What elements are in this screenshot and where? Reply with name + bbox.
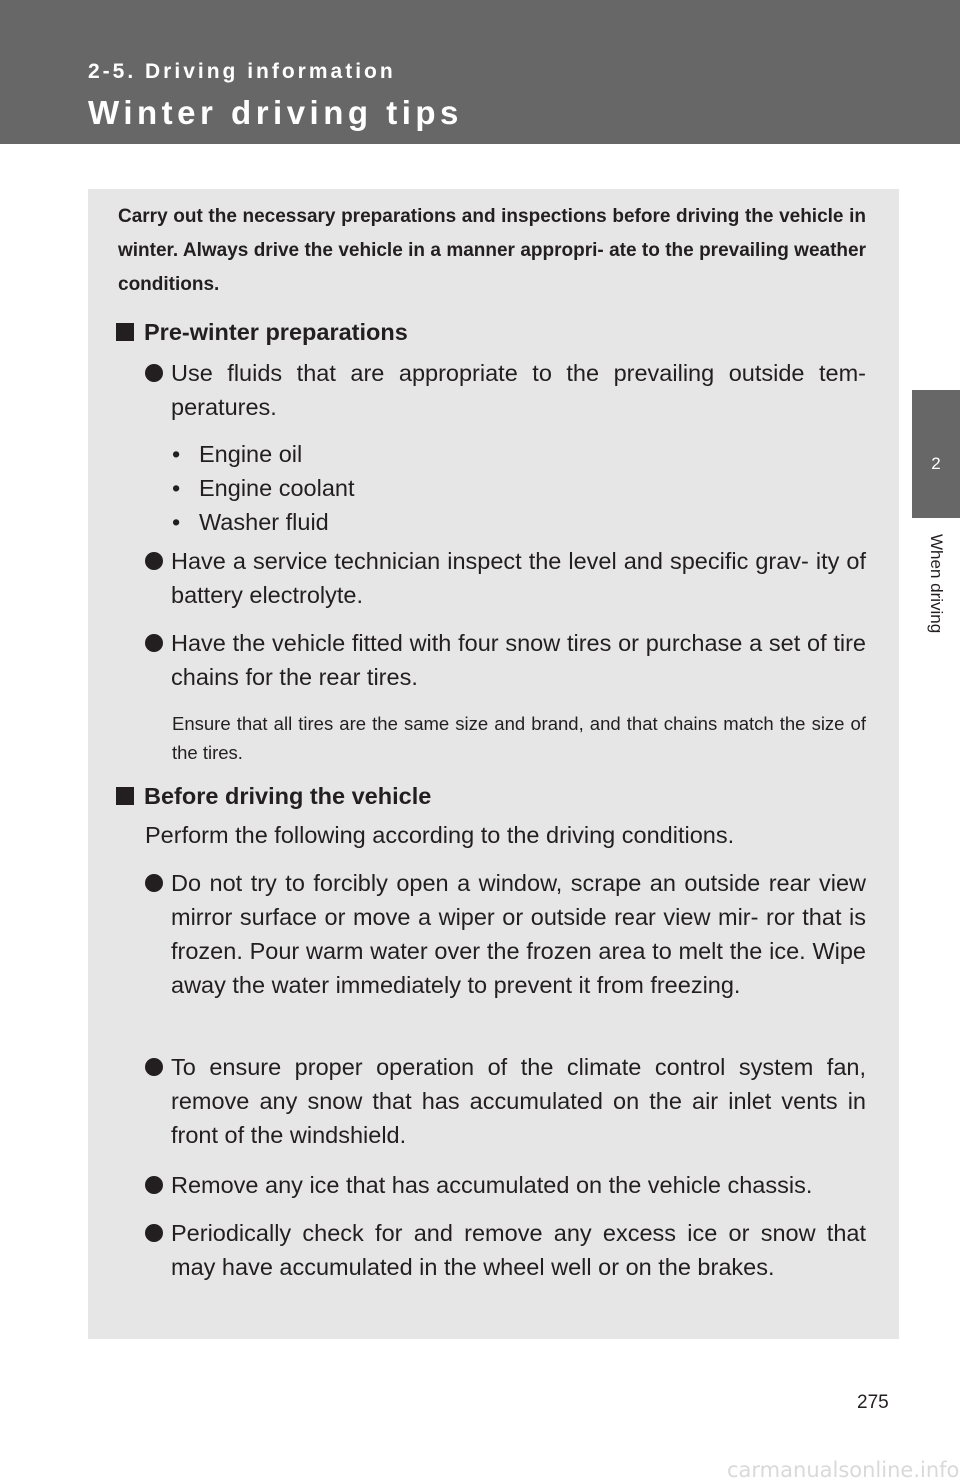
intro-text: Carry out the necessary preparations and inspections before driving the vehicle in winter. Always drive the vehicle in a manner appropri- ate to the prevailing weather conditions. <box>118 206 866 295</box>
heading-pre-winter <box>116 317 408 347</box>
circle-bullet-icon <box>145 1176 163 1194</box>
circle-bullet-icon <box>145 1058 163 1076</box>
fluid-item: • Washer fluid <box>172 509 329 535</box>
bullet-item <box>145 866 866 1002</box>
bullet-item <box>145 356 866 424</box>
bullet-text: To ensure proper operation of the climate control system fan, remove any snow that has accumulated on the air inlet vents in front of the windshield. <box>171 1054 866 1148</box>
bullet-text: Periodically check for and remove any excess ice or snow that may have accumulated in the wheel well or on the brakes. <box>171 1220 866 1280</box>
chapter-tab-label: When driving <box>927 534 946 634</box>
watermark: carmanualsonline.info <box>727 1458 960 1482</box>
bullet-item <box>145 1168 866 1202</box>
page-title: Winter driving tips <box>88 94 463 131</box>
bullet-text: Do not try to forcibly open a window, scrape an outside rear view mirror surface or move a wiper or outside rear view mir- ror that is frozen. Pour warm water over the frozen area to melt the ice. Wipe away the water immediately to prevent it from freezing. <box>171 870 866 998</box>
heading-text: Pre-winter preparations <box>144 319 408 345</box>
bullet-item <box>145 626 866 694</box>
fluid-text: Washer fluid <box>199 509 329 535</box>
circle-bullet-icon <box>145 1224 163 1242</box>
fluid-item: • Engine coolant <box>172 475 355 501</box>
square-bullet-icon <box>116 323 134 341</box>
note-text: Ensure that all tires are the same size and brand, and that chains match the size of the tires. <box>172 713 866 763</box>
chapter-tab-number: 2 <box>931 454 941 473</box>
circle-bullet-icon <box>145 364 163 382</box>
bullet-item <box>145 1050 866 1152</box>
bullet-text: Have the vehicle fitted with four snow tires or purchase a set of tire chains for the rear tires. <box>171 630 866 690</box>
circle-bullet-icon <box>145 634 163 652</box>
heading-text: Before driving the vehicle <box>144 783 432 809</box>
bullet-item <box>145 544 866 612</box>
bullet-text: Have a service technician inspect the level and specific grav- ity of battery electrolyte. <box>171 548 866 608</box>
bullet-text: Remove any ice that has accumulated on the vehicle chassis. <box>171 1172 813 1198</box>
section-label: 2-5. Driving information <box>88 60 396 83</box>
square-bullet-icon <box>116 787 134 805</box>
fluid-item: • Engine oil <box>172 441 303 467</box>
page-number: 275 <box>857 1392 889 1413</box>
heading-before-driving <box>116 781 431 811</box>
circle-bullet-icon <box>145 874 163 892</box>
bullet-item <box>145 1216 866 1284</box>
fluid-text: Engine oil <box>199 441 303 467</box>
circle-bullet-icon <box>145 552 163 570</box>
bullet-text: Use fluids that are appropriate to the prevailing outside tem- peratures. <box>171 360 866 420</box>
section-intro: Perform the following according to the driving conditions. <box>145 822 735 848</box>
fluid-text: Engine coolant <box>199 475 355 501</box>
